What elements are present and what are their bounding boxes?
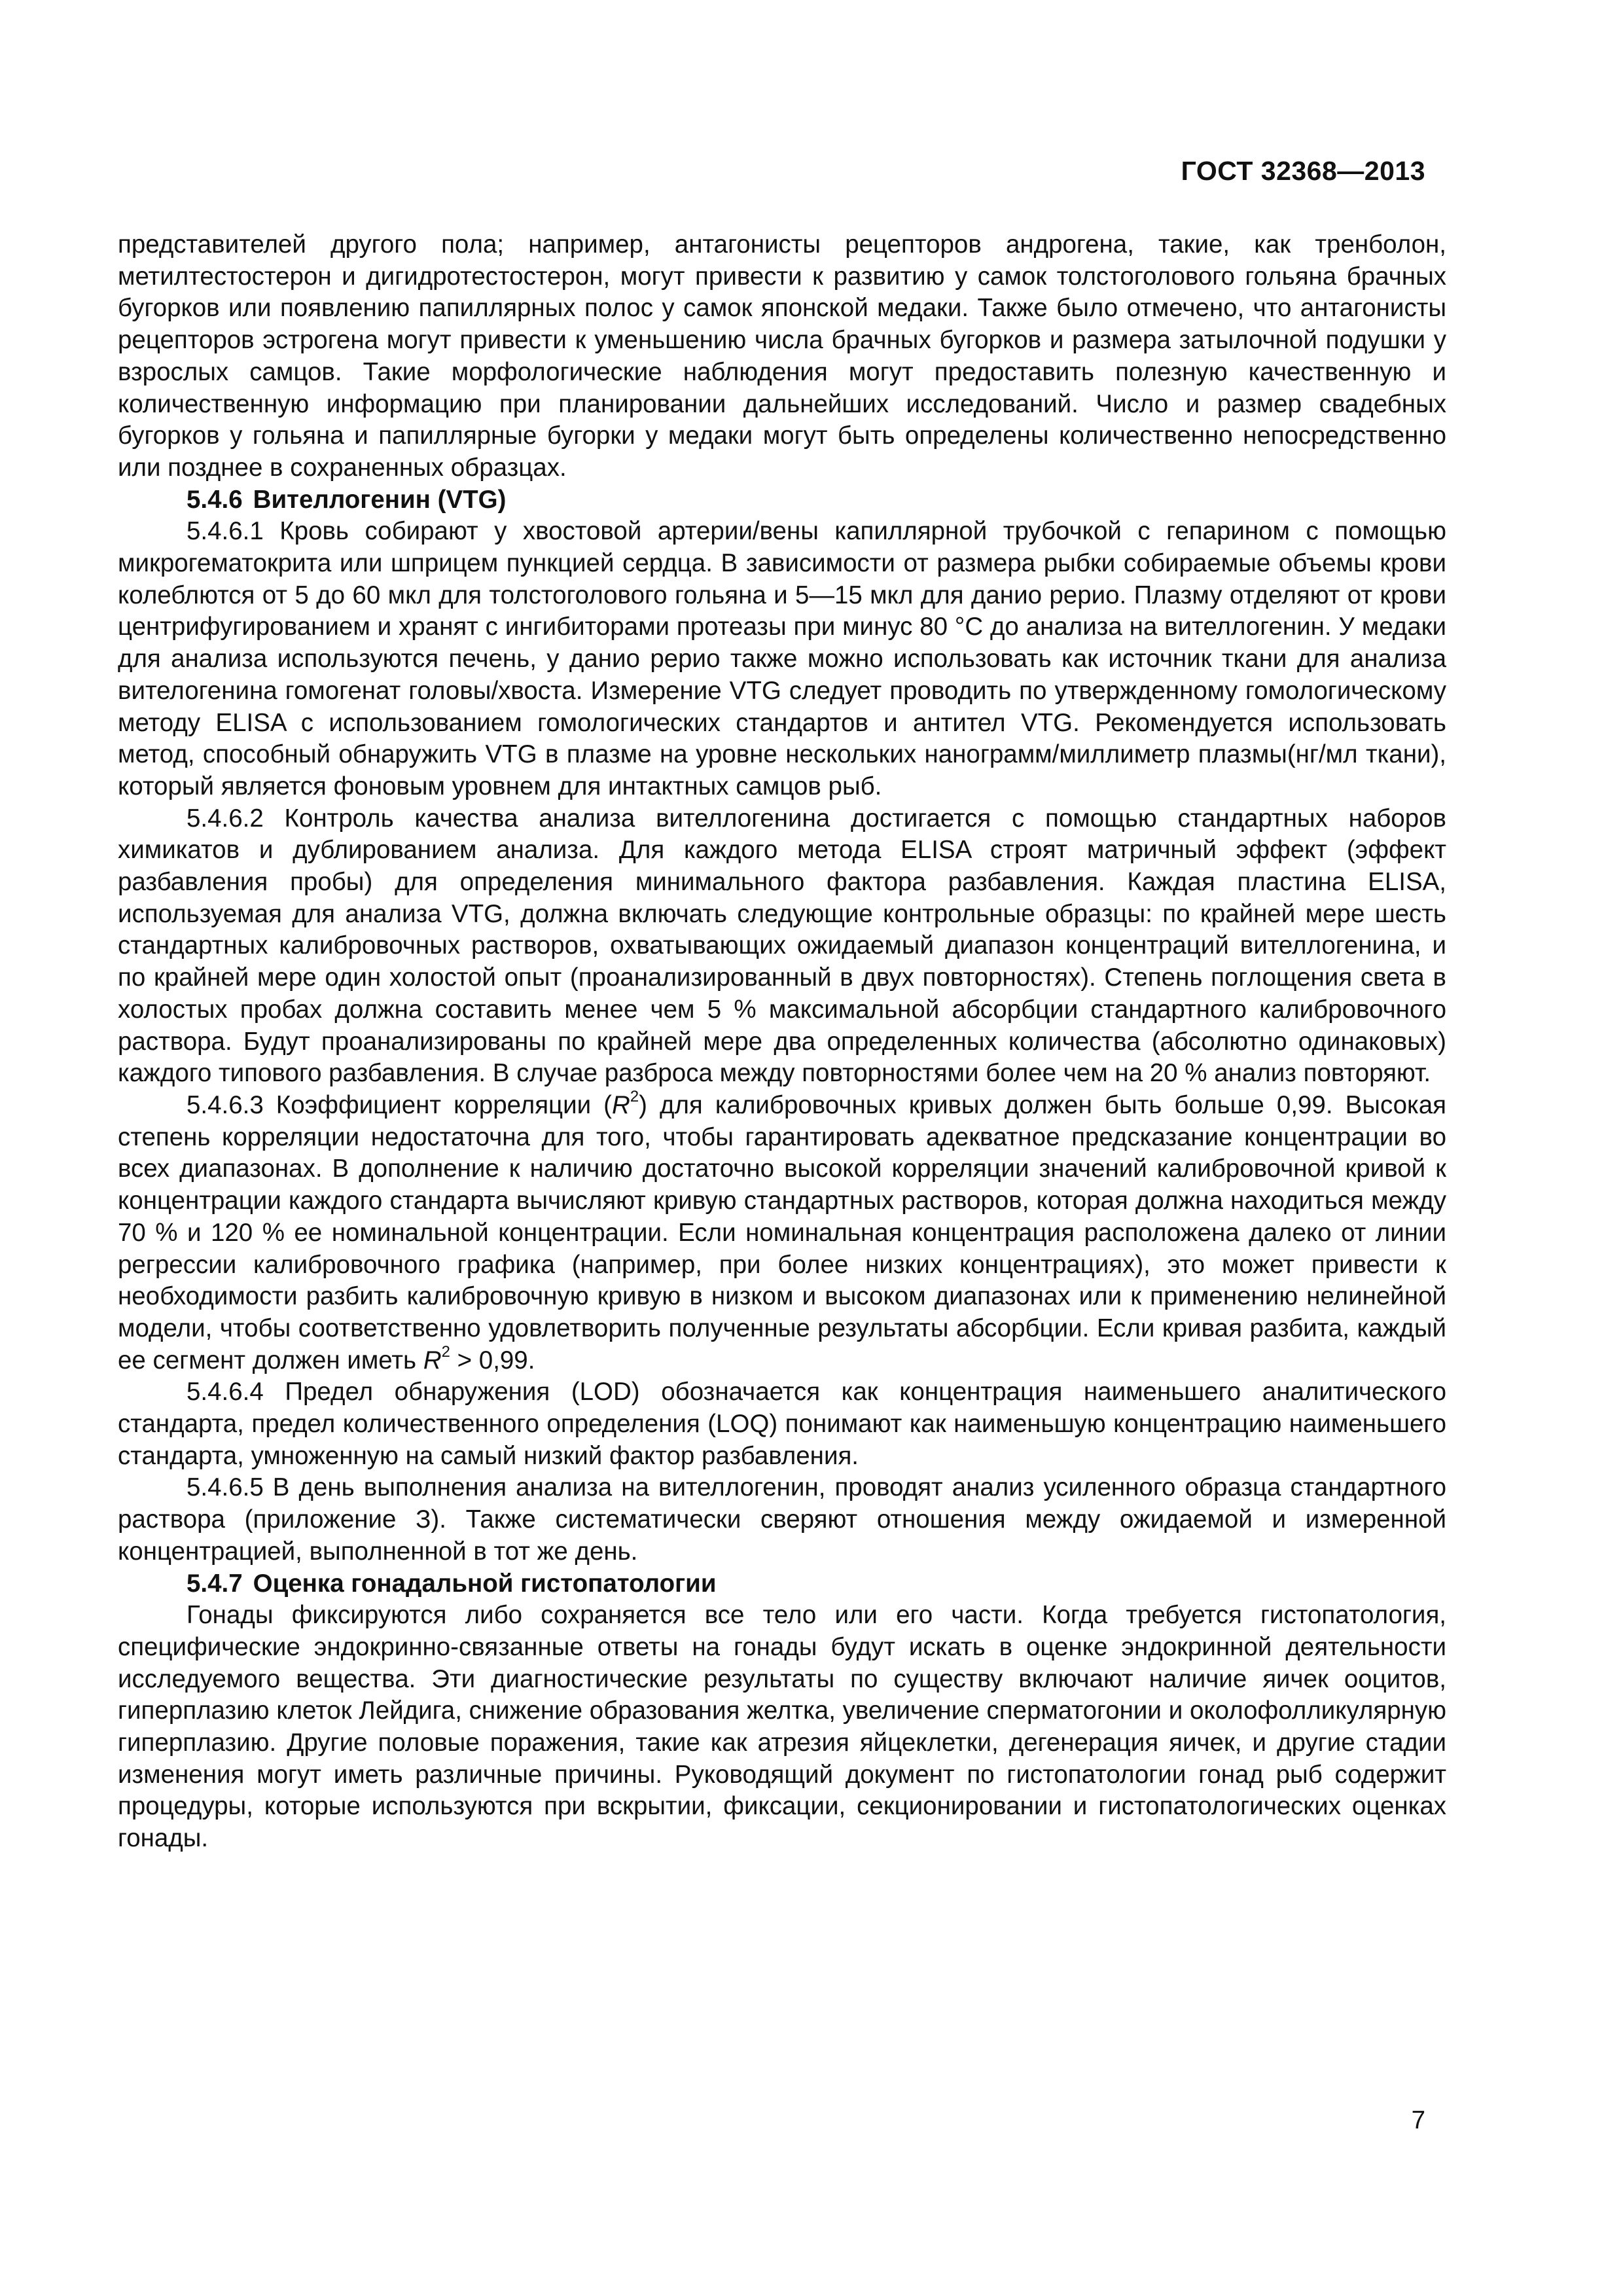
text-segment: > 0,99.	[450, 1346, 535, 1374]
page-number: 7	[1411, 2106, 1425, 2134]
section-title: Оценка гонадальной гистопатологии	[253, 1569, 717, 1598]
paragraph-intro: представителей другого пола; например, антагонисты рецепторов андрогена, такие, как тренболон, метилтестостерон и дигидротестостерон, могут привести к развитию у самок толстоголового гольяна брачных бугорков или появлению папиллярных полос у самок японской медаки. Также было отмечено, что антагонисты рецепторов эстрогена могут привести к уменьшению числа брачных бугорков и размера затылочной подушки у взрослых самцов. Такие морфологические наблюдения могут предоставить полезную качественную и количественную информацию при планировании дальнейших исследований. Число и размер свадебных бугорков у гольяна и папиллярные бугорки у медаки могут быть определены количественно непосредственно или позднее в сохраненных образцах.	[118, 230, 1446, 482]
standard-id: ГОСТ 32368—2013	[1181, 156, 1425, 186]
paragraph-5-4-6-5: 5.4.6.5 В день выполнения анализа на вителлогенин, проводят анализ усиленного образца стандартного раствора (приложение З). Также систематически сверяют отношения между ожидаемой и измеренной концентрацией, выполненной в тот же день.	[118, 1473, 1446, 1566]
paragraph-5-4-6-1: 5.4.6.1 Кровь собирают у хвостовой артерии/вены капиллярной трубочкой с гепарином с помощью микрогематокрита или шприцем пункцией сердца. В зависимости от размера рыбки собираемые объемы крови колеблются от 5 до 60 мкл для толстоголового гольяна и 5—15 мкл для данио рерио. Плазму отделяют от крови центрифугированием и хранят с ингибиторами протеазы при минус 80 °С до анализа на вителлогенин. У медаки для анализа используются печень, у данио рерио также можно использовать как источник ткани для анализа вителогенина гомогенат головы/хвоста. Измерение VTG следует проводить по утвержденному гомологическому методу ELISA с использованием гомологических стандартов и антител VTG. Рекомендуется использовать метод, способный обнаружить VTG в плазме на уровне нескольких нанограмм/миллиметр плазмы(нг/мл ткани), который является фоновым уровнем для интактных самцов рыб.	[118, 517, 1446, 800]
formula-symbol: R	[423, 1346, 442, 1374]
section-title: Вителлогенин (VTG)	[253, 485, 507, 514]
formula-symbol: R	[612, 1090, 630, 1119]
page-body	[118, 229, 1446, 1855]
section-heading-5-4-7	[118, 1568, 1446, 1600]
paragraph-5-4-6-4: 5.4.6.4 Предел обнаружения (LOD) обозначается как концентрация наименьшего аналитического стандарта, предел количественного определения (LOQ) понимают как наименьшую концентрацию наименьшего стандарта, умноженную на самый низкий фактор разбавления.	[118, 1378, 1446, 1470]
text-segment: ) для калибровочных кривых должен быть больше 0,99. Высокая степень корреляции недостаточна для того, чтобы гарантировать адекватное предсказание концентрации во всех диапазонах. В дополнение к наличию достаточно высокой корреляции значений калибровочной кривой к концентрации каждого стандарта вычисляют кривую стандартных растворов, которая должна находиться между 70 % и 120 % ее номинальной концентрации. Если номинальная концентрация расположена далеко от линии регрессии калибровочного графика (например, при более низких концентрациях), это может привести к необходимости разбить калибровочную кривую в низком и высоком диапазонах или к применению нелинейной модели, чтобы соответственно удовлетворить полученные результаты абсорбции. Если кривая разбита, каждый ее сегмент должен иметь	[118, 1090, 1447, 1374]
text-segment: 5.4.6.3 Коэффициент корреляции (	[187, 1090, 613, 1119]
paragraph-5-4-6-2: 5.4.6.2 Контроль качества анализа вителлогенина достигается с помощью стандартных наборов химикатов и дублированием анализа. Для каждого метода ELISA строят матричный эффект (эффект разбавления пробы) для определения минимального фактора разбавления. Каждая пластина ELISA, используемая для анализа VTG, должна включать следующие контрольные образцы: по крайней мере шесть стандартных калибровочных растворов, охватывающих ожидаемый диапазон концентраций вителлогенина, и по крайней мере один холостой опыт (проанализированный в двух повторностях). Степень поглощения света в холостых пробах должна составить менее чем 5 % максимальной абсорбции стандартного калибровочного раствора. Будут проанализированы по крайней мере два определенных количества (абсолютно одинаковых) каждого типового разбавления. В случае разброса между повторностями более чем на 20 % анализ повторяют.	[118, 804, 1446, 1088]
section-number: 5.4.7	[187, 1569, 243, 1598]
section-heading-5-4-6	[118, 484, 1446, 516]
formula-superscript: 2	[441, 1342, 450, 1361]
section-number: 5.4.6	[187, 485, 243, 514]
formula-superscript: 2	[630, 1088, 639, 1106]
paragraph-5-4-6-3	[118, 1090, 1446, 1376]
paragraph-5-4-7: Гонады фиксируются либо сохраняется все тело или его части. Когда требуется гистопатология, специфические эндокринно-связанные ответы на гонады будут искать в оценке эндокринной деятельности исследуемого вещества. Эти диагностические результаты по существу включают наличие яичек ооцитов, гиперплазию клеток Лейдига, снижение образования желтка, увеличение сперматогонии и околофолликулярную гиперплазию. Другие половые поражения, такие как атрезия яйцеклетки, дегенерация яичек, и другие стадии изменения могут иметь различные причины. Руководящий документ по гистопатологии гонад рыб содержит процедуры, которые используются при вскрытии, фиксации, секционировании и гистопатологических оценках гонады.	[118, 1601, 1446, 1853]
document-header	[1181, 156, 1425, 187]
